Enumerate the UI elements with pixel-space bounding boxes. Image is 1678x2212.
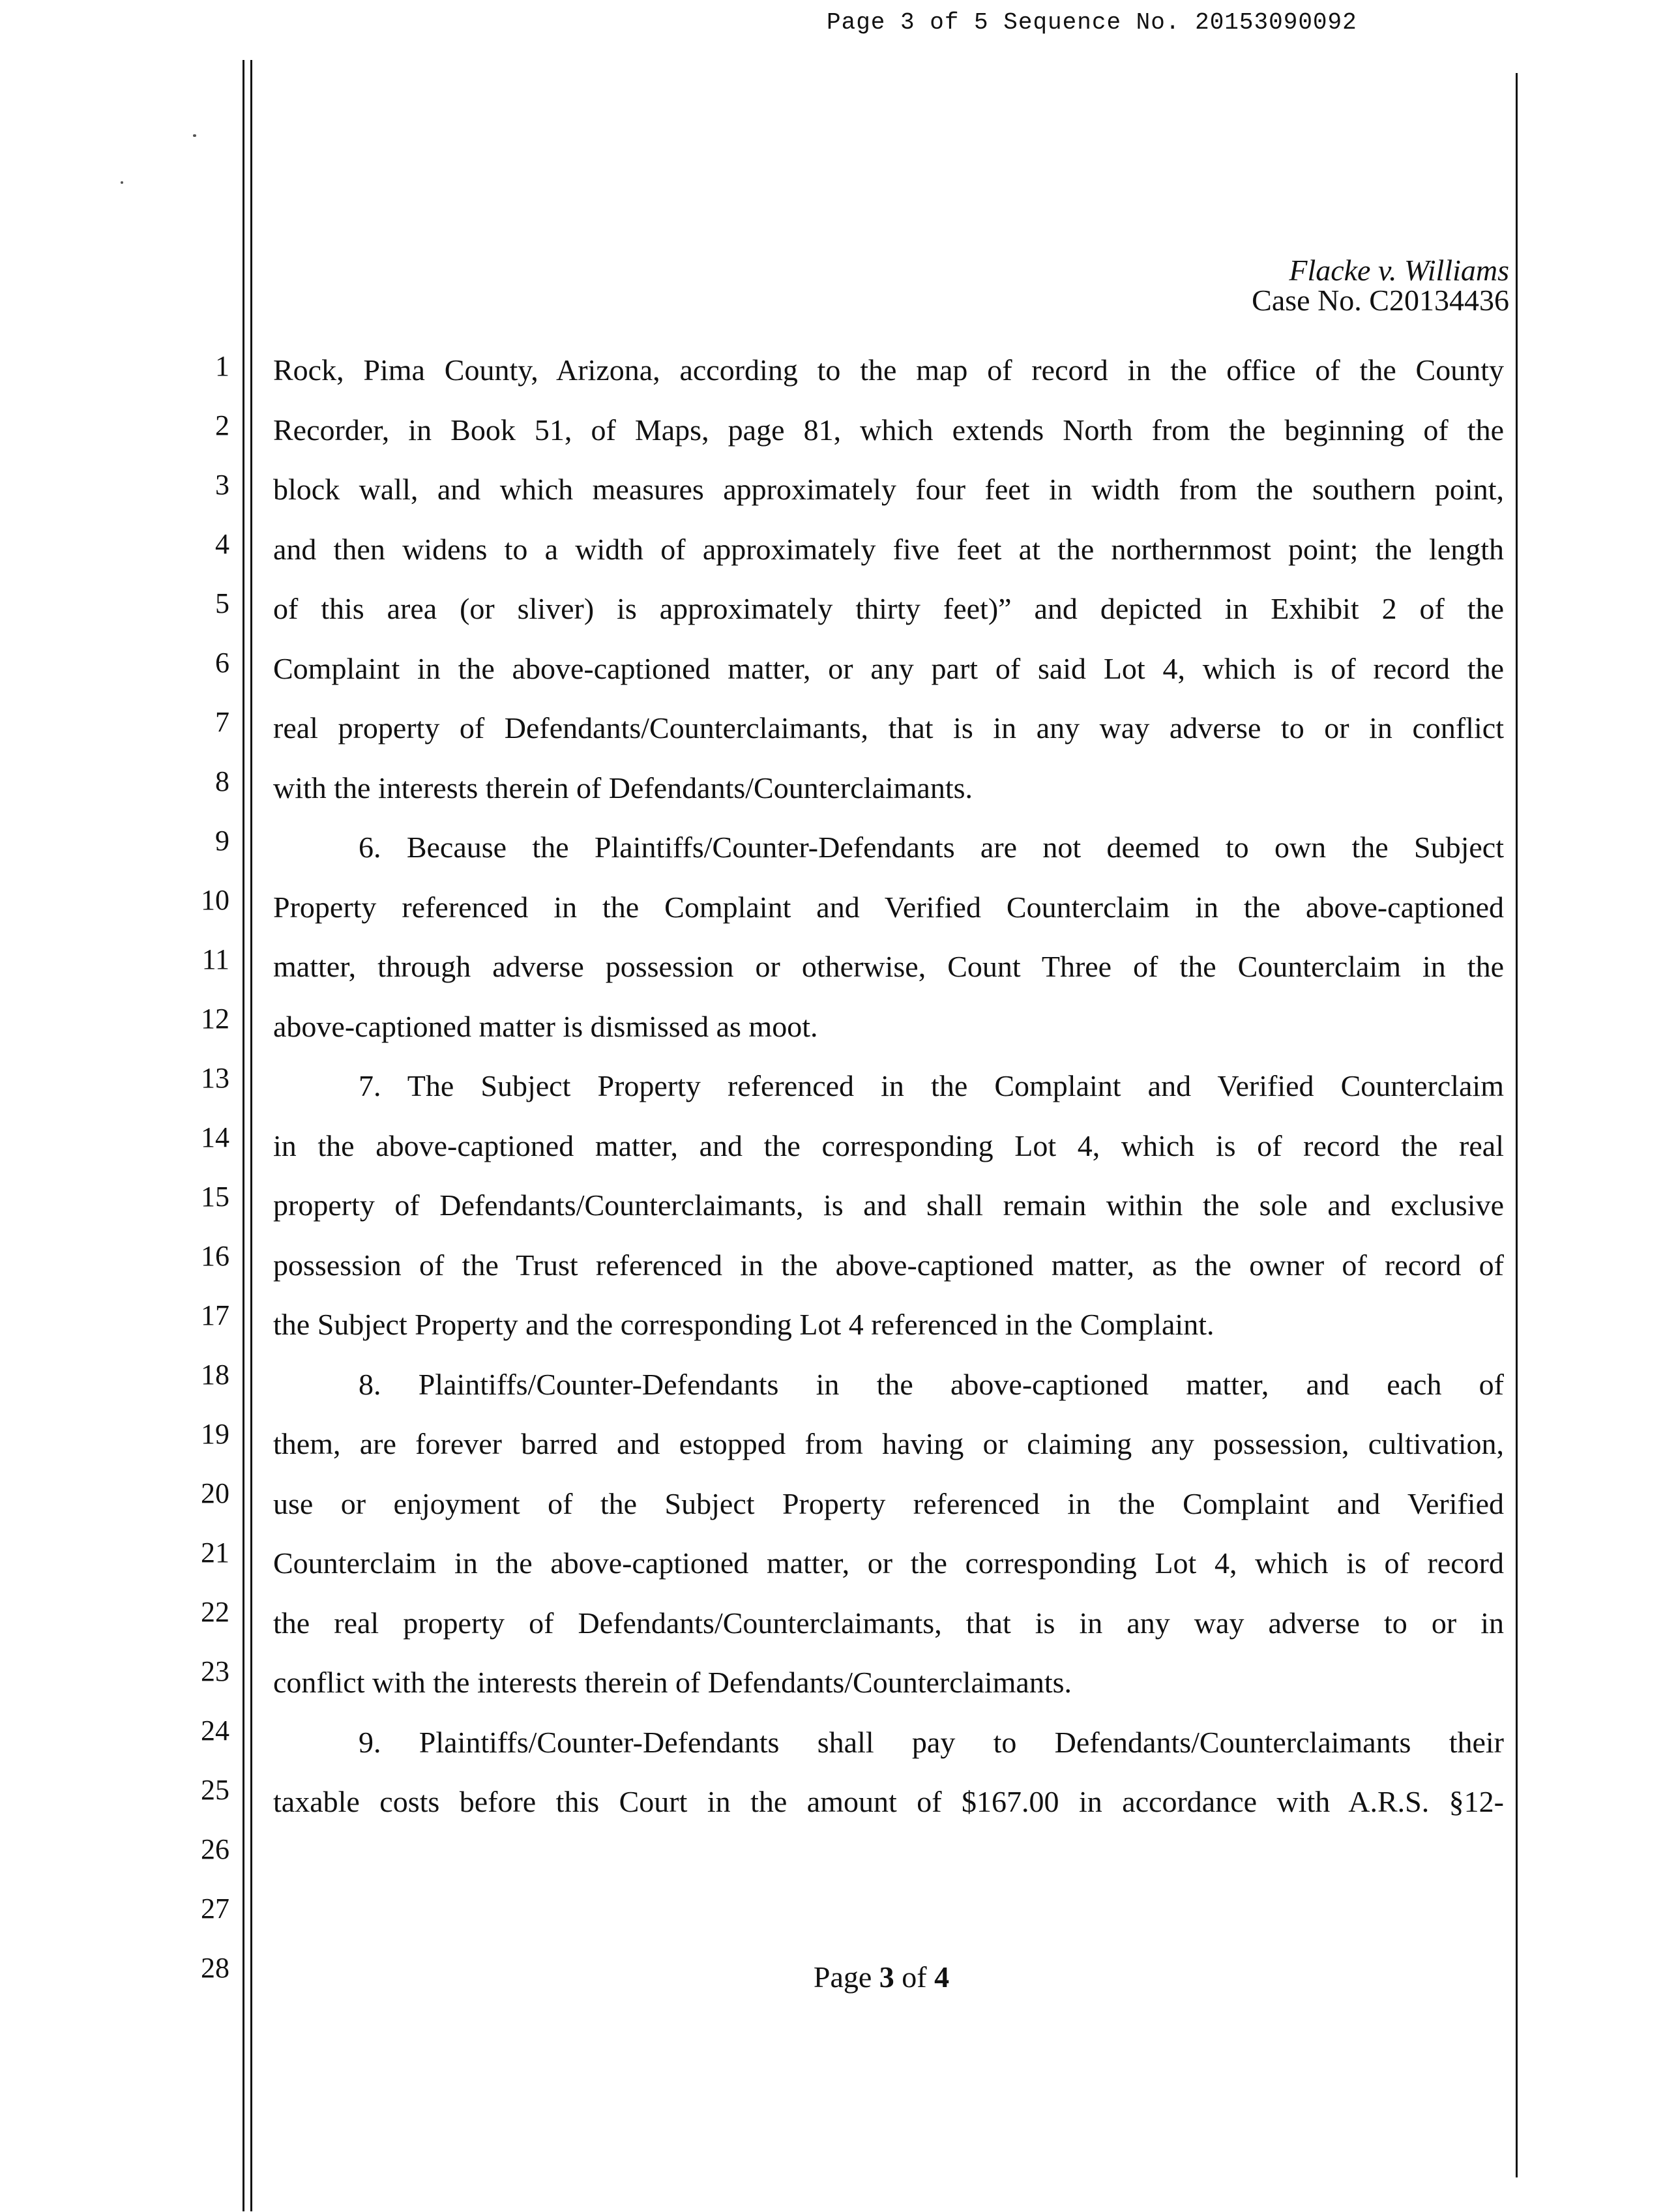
- line-number: 2: [215, 409, 229, 441]
- line-number: 23: [201, 1655, 229, 1687]
- line-number: 3: [215, 469, 229, 501]
- line-number: 25: [201, 1774, 229, 1806]
- body-line: taxable costs before this Court in the amount of $167.00 in accordance with A.R.S. §12-: [273, 1785, 1504, 1818]
- line-number: 19: [201, 1418, 229, 1450]
- line-number: 4: [215, 528, 229, 560]
- line-number: 14: [201, 1121, 229, 1153]
- line-number: 21: [201, 1537, 229, 1569]
- line-number: 10: [201, 884, 229, 916]
- body-line: possession of the Trust referenced in the above-captioned matter, as the owner of record of: [273, 1248, 1504, 1282]
- body-line: Counterclaim in the above-captioned matter, or the corresponding Lot 4, which is of record: [273, 1546, 1504, 1580]
- line-number: 13: [201, 1062, 229, 1094]
- line-number: 9: [215, 825, 229, 857]
- case-number: Case No. C20134436: [1252, 284, 1509, 317]
- line-number: 24: [201, 1715, 229, 1747]
- line-number: 28: [201, 1952, 229, 1984]
- body-line: in the above-captioned matter, and the corresponding Lot 4, which is of record the real: [273, 1129, 1504, 1162]
- body-line: block wall, and which measures approximately four feet in width from the southern point,: [273, 473, 1504, 506]
- body-line: of this area (or sliver) is approximately thirty feet)” and depicted in Exhibit 2 of the: [273, 592, 1504, 625]
- line-number: 17: [201, 1299, 229, 1331]
- footer-middle: of: [894, 1960, 935, 1994]
- line-number: 11: [201, 943, 229, 975]
- body-line: and then widens to a width of approximately five feet at the northernmost point; the length: [273, 533, 1504, 566]
- case-name: Flacke v. Williams: [1289, 254, 1509, 287]
- line-number: 22: [201, 1596, 229, 1628]
- scan-speck: [193, 134, 196, 137]
- right-margin-rule: [1516, 73, 1518, 2177]
- body-line: Property referenced in the Complaint and Verified Counterclaim in the above-captioned: [273, 891, 1504, 924]
- line-number: 26: [201, 1833, 229, 1865]
- body-line: Rock, Pima County, Arizona, according to the map of record in the office of the County: [273, 353, 1504, 387]
- body-line: Recorder, in Book 51, of Maps, page 81, which extends North from the beginning of the: [273, 413, 1504, 447]
- left-margin-rule-outer: [243, 60, 244, 2211]
- body-line: use or enjoyment of the Subject Property referenced in the Complaint and Verified: [273, 1487, 1504, 1520]
- body-line: real property of Defendants/Counterclaimants, that is in any way adverse to or in conflict: [273, 711, 1504, 745]
- case-caption: [1252, 256, 1509, 316]
- paragraph-7-first-line: 7. The Subject Property referenced in the Complaint and Verified Counterclaim: [359, 1069, 1504, 1102]
- footer-prefix: Page: [813, 1960, 879, 1994]
- line-number: 7: [215, 706, 229, 738]
- body-line: conflict with the interests therein of Defendants/Counterclaimants.: [273, 1666, 1072, 1699]
- body-line: the Subject Property and the corresponding Lot 4 referenced in the Complaint.: [273, 1308, 1214, 1341]
- paragraph-6-first-line: 6. Because the Plaintiffs/Counter-Defendants are not deemed to own the Subject: [359, 831, 1504, 864]
- footer-total-pages: 4: [934, 1960, 950, 1994]
- body-line: with the interests therein of Defendants/Counterclaimants.: [273, 771, 973, 804]
- scan-speck: [121, 181, 123, 184]
- footer-current-page: 3: [879, 1960, 894, 1994]
- line-number: 15: [201, 1181, 229, 1213]
- paragraph-9-first-line: 9. Plaintiffs/Counter-Defendants shall pay to Defendants/Counterclaimants their: [359, 1726, 1504, 1759]
- line-number: 16: [201, 1240, 229, 1272]
- line-number: 6: [215, 647, 229, 679]
- left-margin-rule-inner: [250, 60, 252, 2211]
- body-line: Complaint in the above-captioned matter, or any part of said Lot 4, which is of record the: [273, 652, 1504, 685]
- body-line: them, are forever barred and estopped from having or claiming any possession, cultivation,: [273, 1427, 1504, 1460]
- line-number: 27: [201, 1893, 229, 1924]
- body-line: matter, through adverse possession or otherwise, Count Three of the Counterclaim in the: [273, 950, 1504, 983]
- paragraph-8-first-line: 8. Plaintiffs/Counter-Defendants in the above-captioned matter, and each of: [359, 1368, 1504, 1401]
- page-footer: [692, 1960, 1070, 1995]
- sequence-stamp: Page 3 of 5 Sequence No. 20153090092: [827, 9, 1357, 36]
- line-number: 20: [201, 1477, 229, 1509]
- line-number: 8: [215, 765, 229, 797]
- line-number: 12: [201, 1003, 229, 1035]
- body-line: above-captioned matter is dismissed as moot.: [273, 1010, 818, 1043]
- body-line: the real property of Defendants/Counterclaimants, that is in any way adverse to or in: [273, 1606, 1504, 1640]
- line-number: 1: [215, 350, 229, 382]
- line-number: 5: [215, 587, 229, 619]
- line-number: 18: [201, 1359, 229, 1391]
- body-line: property of Defendants/Counterclaimants, is and shall remain within the sole and exclusive: [273, 1188, 1504, 1222]
